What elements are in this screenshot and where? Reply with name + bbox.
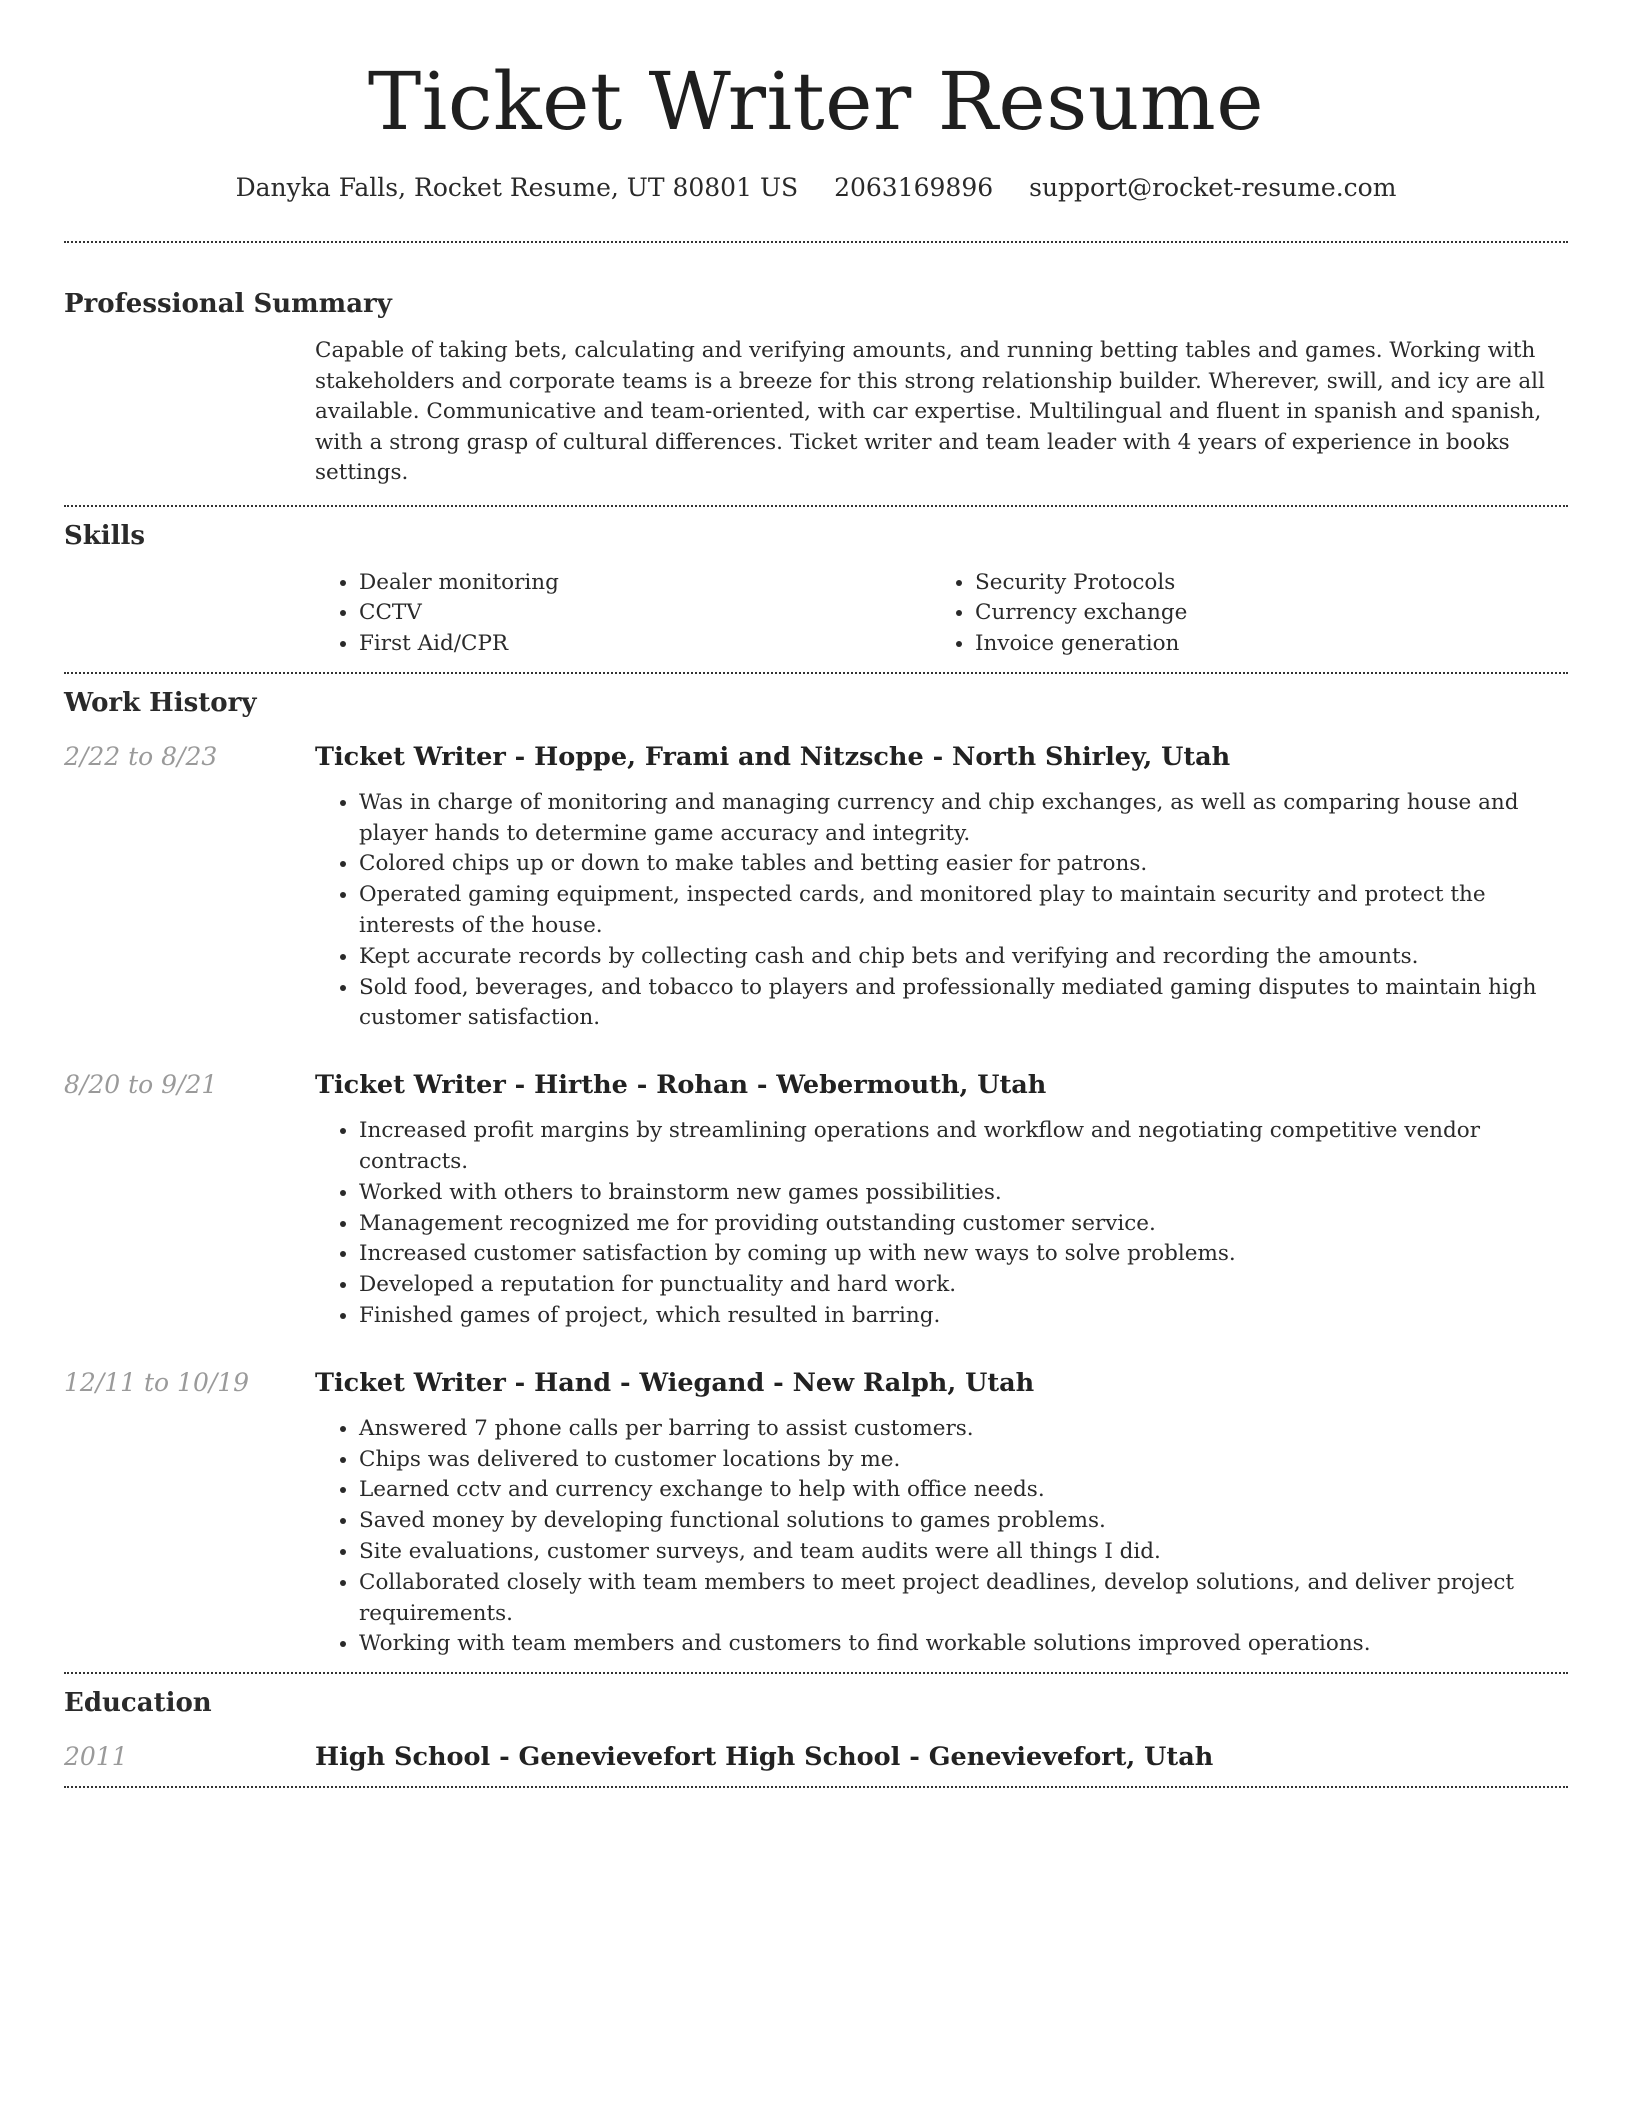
job-title: Ticket Writer - Hand - Wiegand - New Ralph, Utah [315, 1367, 1035, 1398]
job-bullets [315, 1414, 1568, 1660]
work-history-heading: Work History [64, 687, 257, 718]
skill-item: • First Aid/CPR [359, 629, 931, 660]
skill-item: • Security Protocols [975, 568, 1547, 599]
contact-email: support@rocket-resume.com [1029, 173, 1397, 202]
job-title: Ticket Writer - Hoppe, Frami and Nitzsche - North Shirley, Utah [315, 741, 1231, 772]
job-bullet: • Increased profit margins by streamlining operations and workflow and negotiating competitive vendor contracts. [359, 1116, 1568, 1178]
job-bullet: • Was in charge of monitoring and managing currency and chip exchanges, as well as comparing house and player hands to determine game accuracy and integrity. [359, 788, 1568, 850]
skill-item: • Currency exchange [975, 598, 1547, 629]
job-bullets [315, 788, 1568, 1034]
summary-heading: Professional Summary [64, 289, 392, 319]
job-dates: 12/11 to 10/19 [64, 1367, 250, 1397]
job-bullet: • Increased customer satisfaction by coming up with new ways to solve problems. [359, 1239, 1568, 1270]
job-bullet: • Kept accurate records by collecting cash and chip bets and verifying and recording the amounts. [359, 942, 1568, 973]
skills-list-left [315, 568, 931, 660]
contact-address: Danyka Falls, Rocket Resume, UT 80801 US [235, 173, 799, 202]
job-entry [64, 1068, 1568, 1332]
job-bullet: • Working with team members and customers to find workable solutions improved operations. [359, 1629, 1568, 1660]
education-section [64, 1674, 1568, 1786]
education-heading: Education [64, 1688, 212, 1719]
job-bullet: • Management recognized me for providing outstanding customer service. [359, 1209, 1568, 1240]
skills-heading: Skills [64, 520, 146, 551]
job-bullet: • Collaborated closely with team members to meet project deadlines, develop solutions, and deliver project requirements. [359, 1568, 1568, 1630]
page-title: Ticket Writer Resume [367, 55, 1265, 148]
job-bullet: • Developed a reputation for punctuality and hard work. [359, 1270, 1568, 1301]
skill-item: • Dealer monitoring [359, 568, 931, 599]
skill-item: • Invoice generation [975, 629, 1547, 660]
job-bullet: • Learned cctv and currency exchange to help with office needs. [359, 1475, 1568, 1506]
resume-page [64, 0, 1568, 1788]
job-bullet: • Operated gaming equipment, inspected cards, and monitored play to maintain security and protect the interests of the house. [359, 880, 1568, 942]
job-entry [64, 740, 1568, 1034]
job-bullet: • Worked with others to brainstorm new games possibilities. [359, 1178, 1568, 1209]
skills-section [64, 507, 1568, 672]
job-title: Ticket Writer - Hirthe - Rohan - Webermouth, Utah [315, 1070, 1047, 1101]
summary-section [64, 243, 1568, 505]
divider [64, 1786, 1568, 1788]
job-bullet: • Sold food, beverages, and tobacco to players and professionally mediated gaming disputes to maintain high customer satisfaction. [359, 973, 1568, 1035]
education-title: High School - Genevievefort High School - Genevievefort, Utah [315, 1742, 1214, 1773]
education-year: 2011 [64, 1742, 128, 1772]
job-bullet: • Finished games of project, which resulted in barring. [359, 1301, 1568, 1332]
work-history-section [64, 674, 1568, 1672]
contact-phone: 2063169896 [834, 173, 994, 202]
job-bullet: • Chips was delivered to customer locations by me. [359, 1445, 1568, 1476]
skill-item: • CCTV [359, 598, 931, 629]
education-entry [64, 1740, 1568, 1774]
job-entry [64, 1366, 1568, 1660]
job-bullet: • Colored chips up or down to make tables and betting easier for patrons. [359, 849, 1568, 880]
job-bullet: • Saved money by developing functional solutions to games problems. [359, 1506, 1568, 1537]
job-dates: 2/22 to 8/23 [64, 741, 218, 771]
skills-grid [315, 568, 1568, 660]
job-bullet: • Answered 7 phone calls per barring to assist customers. [359, 1414, 1568, 1445]
skills-list-right [931, 568, 1547, 660]
summary-text: Capable of taking bets, calculating and verifying amounts, and running betting tables and games. Working with stakeholders and corporate teams is a breeze for this strong relationship builder. Wherever, swill, and icy are all available. Communicative and team-oriented, with car expertise. Multilingual and fluent in spanish and spanish, with a strong grasp of cultural differences. Ticket writer and team leader with 4 years of experience in books settings. [315, 338, 1545, 485]
contact-line [64, 170, 1568, 206]
job-bullets [315, 1116, 1568, 1332]
job-dates: 8/20 to 9/21 [64, 1070, 218, 1100]
job-bullet: • Site evaluations, customer surveys, and team audits were all things I did. [359, 1537, 1568, 1568]
